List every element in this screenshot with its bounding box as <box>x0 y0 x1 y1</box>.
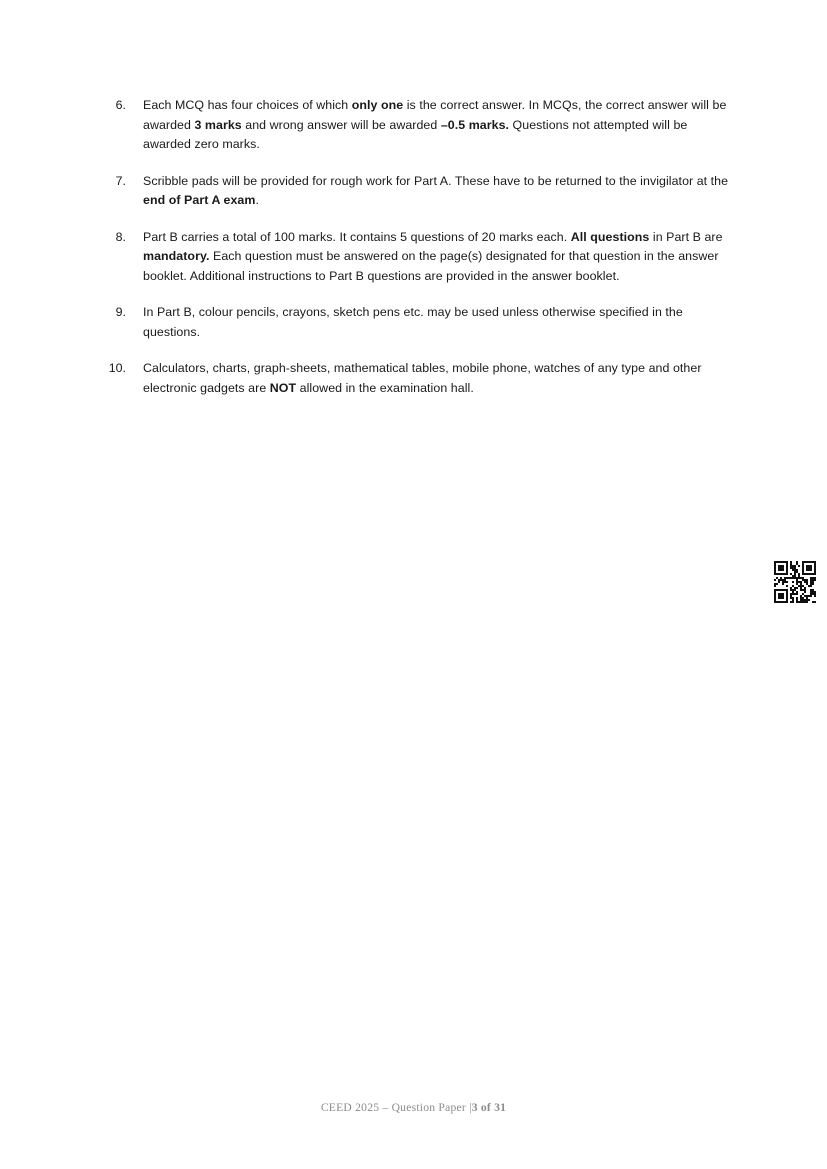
footer-exam-name: CEED 2025 <box>320 1101 380 1114</box>
list-item-text: Part B carries a total of 100 marks. It contains 5 questions of 20 marks each. All questions in Part B are mandatory. Each question must be answered on the page(s) designated for that question in the answer booklet. Additional instructions to Part B questions are provided in the answer booklet. <box>143 229 723 283</box>
list-item-number: 9. <box>115 305 126 319</box>
list-item-number: 6. <box>115 98 126 112</box>
list-item-text: Scribble pads will be provided for rough work for Part A. These have to be returned to the invigilator at the end of Part A exam. <box>143 173 729 207</box>
instructions-list <box>96 96 736 415</box>
list-item <box>96 96 736 155</box>
list-item <box>96 359 736 398</box>
list-item-text: In Part B, colour pencils, crayons, sketch pens etc. may be used unless otherwise specified in the questions. <box>143 305 683 339</box>
list-item <box>96 228 736 287</box>
footer-page-number: 3 of 31 <box>471 1101 507 1114</box>
list-item-number: 10. <box>108 361 126 375</box>
list-item <box>96 303 736 342</box>
footer-dash: – <box>382 1101 389 1114</box>
list-item <box>96 172 736 211</box>
list-item-text: Each MCQ has four choices of which only one is the correct answer. In MCQs, the correct answer will be awarded 3 marks and wrong answer will be awarded –0.5 marks. Questions not attempted will be awarded zero marks. <box>143 98 727 151</box>
list-item-text: Calculators, charts, graph-sheets, mathematical tables, mobile phone, watches of any type and other electronic gadgets are NOT allowed in the examination hall. <box>143 361 702 395</box>
list-item-number: 8. <box>115 229 126 244</box>
footer-doc-type: Question Paper <box>391 1101 466 1114</box>
page-footer <box>0 1101 827 1114</box>
footer-separator: | <box>469 1101 472 1114</box>
list-item-number: 7. <box>115 173 126 188</box>
qr-code-icon <box>774 561 816 603</box>
